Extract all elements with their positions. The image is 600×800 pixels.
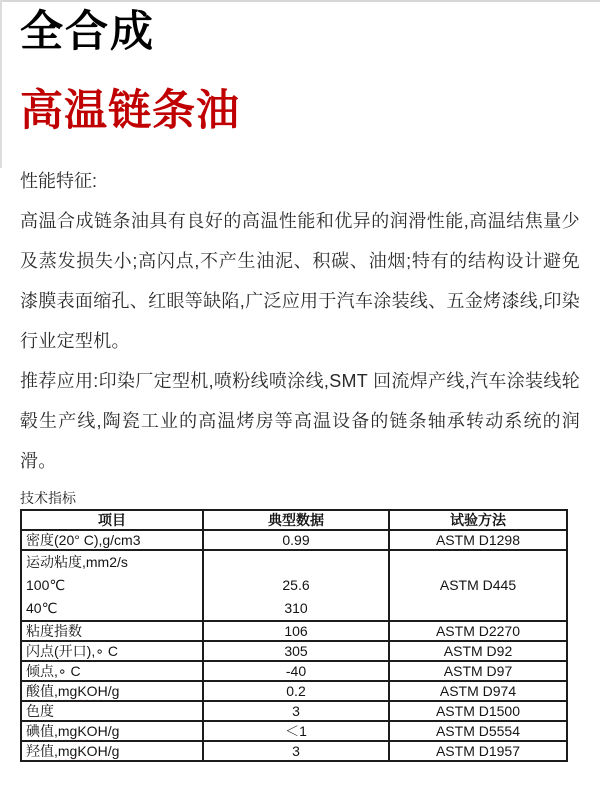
hydroxyl-value-label: 羟值 bbox=[26, 742, 54, 759]
spec-method-cell: ASTM D2270 bbox=[389, 621, 567, 641]
spec-method-cell: ASTM D974 bbox=[389, 681, 567, 701]
spec-item-cell bbox=[21, 681, 203, 701]
spec-method-cell: ASTM D1500 bbox=[389, 701, 567, 721]
table-row-acid-value bbox=[21, 681, 567, 701]
page-top-border-line bbox=[0, 0, 600, 2]
table-row-pour-point bbox=[21, 661, 567, 681]
features-paragraph: 高温合成链条油具有良好的高温性能和优异的润滑性能,高温结焦量少及蒸发损失小;高闪点,不产生油泥、积碳、油烟;特有的结构设计避免漆膜表面缩孔、红眼等缺陷,广泛应用于汽车涂装线、五金烤漆线,印染行业定型机。 bbox=[20, 210, 580, 351]
table-row-hydroxyl-value bbox=[21, 741, 567, 761]
viscosity-40c-value: 310 bbox=[284, 599, 308, 616]
iodine-value-unit: /g bbox=[107, 722, 120, 739]
product-name-title: 高温链条油 bbox=[20, 87, 240, 136]
features-heading: 性能特征: bbox=[20, 170, 98, 191]
column-header-test-method: 试验方法 bbox=[389, 510, 567, 530]
spec-value-cell: ＜1 bbox=[203, 721, 389, 741]
acid-value-label: 酸值 bbox=[26, 682, 54, 699]
viscosity-40c-label: 40℃ bbox=[26, 599, 58, 616]
hydroxyl-value-unit: /g bbox=[107, 742, 120, 759]
product-series-title: 全合成 bbox=[20, 8, 155, 56]
spec-value-cell: 3 bbox=[203, 701, 389, 721]
spec-method-cell: ASTM D92 bbox=[389, 641, 567, 661]
spec-value-cell: 0.2 bbox=[203, 681, 389, 701]
spec-value-cell: -40 bbox=[203, 661, 389, 681]
column-header-typical-data: 典型数据 bbox=[203, 510, 389, 530]
spec-item-cell: 密度(20° C),g/cm3 bbox=[21, 530, 203, 550]
spec-value-cell: 3 bbox=[203, 741, 389, 761]
specs-header-row bbox=[21, 510, 567, 530]
viscosity-blank-value bbox=[208, 551, 384, 574]
viscosity-100c-value: 25.6 bbox=[282, 576, 310, 593]
specs-table bbox=[20, 509, 568, 762]
spec-value-cell bbox=[203, 550, 389, 621]
spec-value-cell: 305 bbox=[203, 641, 389, 661]
spec-item-cell: 色度 bbox=[21, 701, 203, 721]
spec-value-cell: 106 bbox=[203, 621, 389, 641]
table-row-color bbox=[21, 701, 567, 721]
spec-item-cell bbox=[21, 721, 203, 741]
viscosity-100c-label: 100℃ bbox=[26, 576, 66, 593]
table-row-viscosity-index bbox=[21, 621, 567, 641]
spec-method-cell: ASTM D1298 bbox=[389, 530, 567, 550]
spec-method-cell: ASTM D1957 bbox=[389, 741, 567, 761]
page-left-border-line bbox=[0, 0, 2, 168]
spellcheck-underlined-text: ,mgKOH bbox=[54, 722, 108, 739]
table-row-flash-point bbox=[21, 641, 567, 661]
spec-item-cell bbox=[21, 741, 203, 761]
spec-item-cell: 倾点,∘ C bbox=[21, 661, 203, 681]
spec-method-cell: ASTM D97 bbox=[389, 661, 567, 681]
specs-table-caption: 技术指标 bbox=[20, 489, 76, 506]
spec-value-cell: 0.99 bbox=[203, 530, 389, 550]
spec-item-cell bbox=[21, 550, 203, 621]
spellcheck-underlined-text: ,mgKOH bbox=[54, 742, 108, 759]
table-row-density bbox=[21, 530, 567, 550]
iodine-value-label: 碘值 bbox=[26, 722, 54, 739]
acid-value-unit: /g bbox=[107, 682, 120, 699]
spec-item-cell: 粘度指数 bbox=[21, 621, 203, 641]
table-row-iodine-value bbox=[21, 721, 567, 741]
spellcheck-underlined-text: ,mgKOH bbox=[54, 682, 108, 699]
table-row-kinematic-viscosity bbox=[21, 550, 567, 621]
column-header-item: 项目 bbox=[21, 510, 203, 530]
spec-method-cell: ASTM D5554 bbox=[389, 721, 567, 741]
applications-paragraph: 推荐应用:印染厂定型机,喷粉线喷涂线,SMT 回流焊产线,汽车涂装线轮毂生产线,陶瓷工业的高温烤房等高温设备的链条轴承转动系统的润滑。 bbox=[20, 370, 580, 471]
viscosity-label: 运动粘度,mm2/s bbox=[26, 553, 128, 570]
spec-method-cell: ASTM D445 bbox=[389, 550, 567, 621]
spec-item-cell: 闪点(开口),∘ C bbox=[21, 641, 203, 661]
